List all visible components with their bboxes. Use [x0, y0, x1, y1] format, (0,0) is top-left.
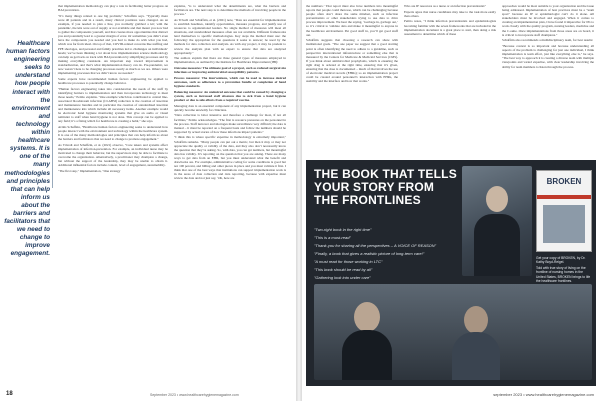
- scene-person-2-body: [452, 332, 500, 380]
- paragraph: Who are IP resources as a nurse or an infection preventionist?: [404, 4, 486, 8]
- scene-person-1-body: [342, 330, 392, 380]
- ad-testimonials: [314, 226, 454, 282]
- paragraph: Petitio notes, "I think infection preventionists and epidemiologists becoming familiar with the seven frameworks that are included in the implementation document is a great place to start, then doing a risk assessment to determine which of these: [404, 19, 496, 36]
- page-number: 18: [6, 391, 13, 397]
- paragraph: "Human factors engineering takes into consideration the needs of the staff by identifying barriers to implementation and then incorporates technology to meet those needs," Petitio explains. "One example which has contributed to central line-associated bloodstream infection (CLABSI) reduction is the creation of insertion and maintenance bundles and in particular the creation of standardized insertion and maintenance kits which include all necessary items. Another example would be electronic hand hygiene monitoring systems that give an audio or visual reminder to staff when hand hygiene is not done. This concept can be applied to any field; it’s a fixing which for healthcare is creating a habit," she says.: [58, 86, 168, 124]
- right-column-2: [404, 4, 496, 154]
- right-column-1: [306, 4, 398, 154]
- paragraph: that implementation methodology can play a role in facilitating better progress on HAI prevention.: [58, 4, 168, 13]
- paragraph: Managing data is an essential component of any implementation project, but it can quickly become unwieldy for clinicians.: [174, 103, 286, 112]
- left-column-1: [58, 4, 168, 384]
- testimonial: "This is a must-read": [314, 235, 351, 240]
- right-folio-issue: september 2023: [493, 392, 523, 397]
- testimonial: "This book should be read by all": [314, 267, 373, 272]
- author-photo-body: [474, 214, 520, 276]
- bullet-balancing-measures: Balancing measures: An undesired outcome that could be caused by changing a system, such as increased staff absences due to sick from a hand hygiene product or due to side effects from a required vaccine.: [174, 89, 286, 102]
- paragraph: Schaffzin also recommends a multidisciplinary team, for best results:: [502, 38, 594, 43]
- folio-footer: September 2023 • www.healthcarehygienemagazine.com: [150, 393, 239, 397]
- book-cover-stripe: [537, 195, 591, 199]
- paragraph: "It’s many things related to one big problem," Schaffzin says. "Typically there were 40 patients and in a result, many clinical positions were changed. As an example, if you needed to plan a line, you normally grabbed a kit; with the pandemic, the kits were out of supply or not available and that meant you now had to gather the components yourself, and that creates more opportunities that distract you and potentially lead to a greater margin of error. Or sometimes you didn’t even have the components you needed and you had to make do with what you had, which was far from ideal. On top of that, COVID-related concerns like staffing and PPE shortages, and personal and family priorities led to challenges on individuals’ heads; we’ve been thinking a lot about how implementation science methodology can help us get back on track with HAI prevention by simplifying processes and by making everything consistent. An important step toward improvement is standardization, and that’s what implementation theory can do. Pre-pandemic, we now weren’t here to be changing processes nearly as much as we are. Others were implementing processes that we didn’t know we needed.": [58, 13, 168, 76]
- paragraph: Schaffzin suggests that choosing a research can share with institutional goals. "The one paper we suggest that a good starting point is often identifying the need to adhere to a guideline, such as perspective interventional infrastructure or something else that is measured by the Centers for Medicare & Medicaid Services (CMS). If you think about antimicrobial prophylaxis, which is ensuring the right drug is ordered at the right time, ensuring that it’s given, ensuring that the dose is documented – much of that involves the use of electronic medical records (EHRs); so an implementation project could be created around personnel’s interaction with EHRs, the usability and the interface and how that works.": [306, 38, 398, 84]
- testimonial: "Two-right book in the right time": [314, 227, 372, 232]
- paragraph: "Data collection is labor intensive and therefore a challenge for most, if not all facilities," Petitio acknowledges. "The first is resource pressures on the personnel in the process. Staff turnover and shortages make surveillance very difficult; the data is manual – it must be reported on a frequent basis and follow the numbers should be supported by actual stories of how these infections impact patients.": [174, 113, 286, 134]
- book-cover-image: [543, 205, 585, 243]
- right-folio-site: www.healthcarehygienemagazine.com: [525, 392, 594, 397]
- paragraph: the numbers.’ That report must also have numbers into meaningful reports that people could then use, which can be challenging because people often don’t share the same mindset, such as infection preventionists or other stakeholders trying to use data to drive process improvement. We hear the saying, ‘Garbage in, garbage out,’ so it’s critical to validate data and make it meaningful to anyone in the healthcare environment. Put good stuff in, you’ll get good stuff out.: [306, 4, 398, 37]
- scene-person-1-head: [354, 302, 380, 332]
- pull-quote: Healthcare human factors engineering seeks to understand how people interact with the environment and technology within healthcare systems. It is one of the many methodologies and principles that can help inform us about the barriers and facilitators that we need to change to improve engagement.: [4, 40, 50, 258]
- paragraph: "Because context is so important and because understanding all aspects of the problem is challenging for just one individual, I think implementation is team effort, just like everything else is," he says. "The best way to approach it is creating a diverse team with multiple viewpoints and varied expertise, with clear leadership involving the ability for team members to listen through the process.: [502, 44, 594, 69]
- paragraph: "The first step," Implementation, "One strategy: [58, 169, 121, 174]
- book-cover: [536, 170, 592, 252]
- paragraph: The authors explain that there are three general types of measures employed in implementation, as outlined by the Institute for Healthcare Improvement (IHI):: [174, 56, 286, 65]
- paragraph: explains, "is to understand what the determinants are, what the barriers and facilitators are. The next step is to determine the methods of involving people in the process.": [174, 4, 286, 17]
- testimonial: "A must read for those working in LTC": [314, 259, 383, 264]
- author-photo: [462, 166, 532, 276]
- ad-headline: THE BOOK THAT TELLS YOUR STORY FROM THE FRONTLINES: [314, 167, 457, 207]
- folio-issue: September 2023: [150, 393, 176, 397]
- paragraph: Some experts have recommended human factors engineering be applied to healthcare processes to potentially change behavior.: [58, 76, 168, 85]
- left-column-2: [174, 4, 286, 384]
- folio-site: www.healthcarehygienemagazine.com: [179, 393, 239, 397]
- author-photo-head: [486, 186, 508, 212]
- ad-side-paragraph: Get your copy of BROKEN, by Dr. Kathy Boyd-Reigel.: [536, 256, 586, 265]
- paragraph: As Trivedi and Schaffzin, et al. (2021) observe, "Care takers and systems affect implementation of infection-prevention. For example, an individual nurse may be motivated to change their behavior, but the supervisors may be able to facilitate to overcome the organization. Alternatively, a practitioner may champion a change, but without the support of the leadership, they may be unable to obtain it. Additional influential factors include context, level of engagement, sustainability.: [58, 142, 168, 168]
- paragraph: Experts agree that nurse candidates may take to the task more easily than others.: [404, 9, 496, 18]
- testimonial: "Thank-you for sharing all the perspectives – A VOICE OF REASON": [314, 243, 437, 248]
- ad-side-paragraph: Told with true story of living on the frontline of nursing homes in the United States, BROKEN brings to life the healthcare frontlines.: [536, 266, 591, 283]
- left-page: [0, 0, 296, 401]
- paragraph: approaches would be most suitable to your organization and the issue being addressed. Implementation of best practices must be a "team sport" because an IP or epidemiologist can’t do it alone. All stakeholders must be involved and engaged. When it comes to creating an implementation plan, I have found it imperative for IPs to work closely with the quality program, nursing leaders, medicine and the C-suite. Once implementations from those areas are on board, it is critical to incorporate staff champions.": [502, 4, 594, 37]
- bullet-outcome-measures: Outcome measures: The ultimate goal of a project, such as reduced surgical site infections or improving antimicrobial susceptibility patterns.: [174, 66, 286, 75]
- right-folio: september 2023 • www.healthcarehygienemagazine.com: [493, 392, 594, 397]
- scene-person-2-head: [464, 306, 488, 334]
- paragraph: As Trivedi and Schaffzin, et al. (2021) note, "Data are essential for implementation to establish baselines, identify opportunities, measure progress, and justify use of resources to organizational leaders. No single method of measures will meet all situations, and standardized measures often are not available. Different frameworks lend themselves to specific methodologies. Key steps the method must use: the following: the appropriate for the questions it seeks to answer; be used by the methods for data collection and analysis. As with any project, it may be prudent to review the analysis plan with an expert to ensure that data are analyzed appropriately.": [174, 17, 286, 55]
- pull-quote-rule: [52, 38, 53, 188]
- paragraph: "I think this is where specific expertise in methodology is extremely important," Schaffzin remarks. "Many people can put out a metric, but then it may or may not appreciate the quality or validity of the data, and they also don’t necessarily know the question that they’re asking. So, with data, you can get numbers, but meaningful data has validity. It’s reporting on the question that you are asking. There are many ways to get data from an EHR, but you must understand what the benefit and drawbacks are. For example, administrative coding for some conditions is good but not 100 percent, and billing and other pieces in place and you must validate it first. I think that one of the best ways that institutions can support implementation work is in the areas of data collection and data reporting, because with expertise must review the data and not just say, ‘Oh, here are: [174, 135, 286, 181]
- ad-photo-scene: [314, 284, 592, 380]
- paragraph: Avilés Schaffzin, "Healthcare human factors engineering seeks to understand how people interact with the environment and technology within the healthcare system. It is one of the many methodologies and principles that can help inform us about the barriers and facilitators that we need to change to promote engagement.": [58, 125, 168, 142]
- testimonial: "Gathering look into under care": [314, 275, 371, 280]
- book-cover-title: BROKEN: [546, 177, 582, 186]
- book-advertisement: [306, 160, 596, 386]
- testimonial: "Finally, a book that gives a realistic picture of long-term care!": [314, 251, 425, 256]
- bullet-process-measures: Process measures: The interventions, which can be used to increase desired outcomes, such as adherence to a prevention bundle or completion of hand hygiene standards.: [174, 75, 286, 89]
- right-column-3: [502, 4, 594, 154]
